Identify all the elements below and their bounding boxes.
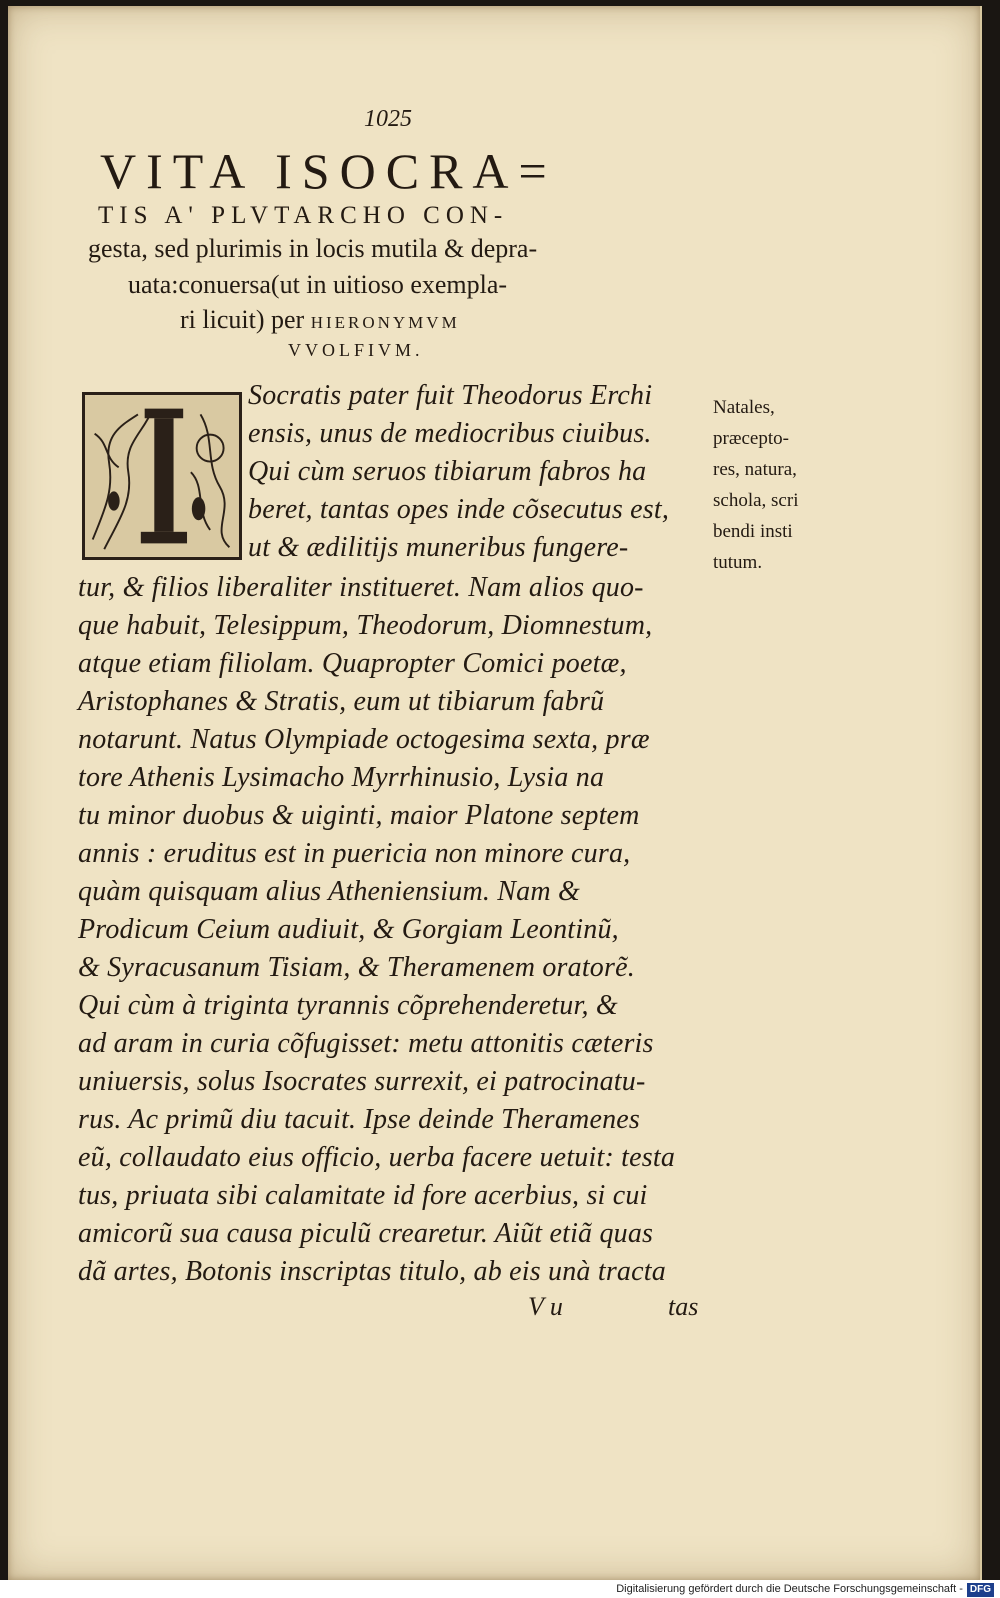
marginal-note-line: præcepto- [713, 428, 789, 449]
title-line-1: VITA ISOCRA= [100, 143, 557, 199]
marginal-note-line: res, natura, [713, 459, 797, 480]
text-line-8: atque etiam filiolam. Quapropter Comici poetæ, [78, 648, 627, 679]
text-line-2: ensis, unus de mediocribus ciuibus. [248, 418, 652, 449]
text-line-11: tore Athenis Lysimacho Myrrhinusio, Lysia na [78, 762, 605, 793]
title-line-5 [180, 305, 460, 335]
title-line-5-name: HIERONYMVM [310, 313, 460, 332]
text-line-12: tu minor duobus & uiginti, maior Platone septem [78, 800, 640, 831]
marginal-note-line: tutum. [713, 552, 763, 573]
text-line-17: Qui cùm à triginta tyrannis cõprehenderetur, & [78, 990, 618, 1021]
text-line-1: Socratis pater fuit Theodorus Erchi [248, 380, 653, 411]
title-line-5-text: ri licuit) per [180, 305, 311, 334]
title-line-2: TIS A' PLVTARCHO CON- [98, 202, 509, 229]
text-line-20: rus. Ac primũ diu tacuit. Ipse deinde Theramenes [78, 1104, 641, 1135]
digitization-footer [0, 1580, 1000, 1598]
text-line-5: ut & ædilitijs muneribus fungere- [248, 532, 629, 563]
text-line-23: amicorũ sua causa piculũ crearetur. Aiũt etiã quas [78, 1218, 654, 1249]
book-page [8, 6, 982, 1580]
catchword: tas [668, 1292, 699, 1321]
title-line-3: gesta, sed plurimis in locis mutila & depra- [88, 234, 538, 263]
text-line-14: quàm quisquam alius Atheniensium. Nam & [78, 876, 580, 907]
text-line-4: beret, tantas opes inde cõsecutus est, [248, 494, 670, 525]
text-line-6: tur, & filios liberaliter institueret. Nam alios quo- [78, 572, 644, 603]
page-number: 1025 [364, 106, 412, 132]
text-line-15: Prodicum Ceium audiuit, & Gorgiam Leontinũ, [78, 914, 619, 945]
dfg-logo[interactable]: DFG [967, 1583, 994, 1597]
text-line-13: annis : eruditus est in puericia non minore cura, [78, 838, 631, 869]
decorated-initial-i [82, 392, 242, 560]
signature-mark: V u [528, 1292, 563, 1321]
text-line-10: notarunt. Natus Olympiade octogesima sexta, præ [78, 724, 650, 755]
text-line-3: Qui cùm seruos tibiarum fabros ha [248, 456, 647, 487]
text-line-22: tus, priuata sibi calamitate id fore acerbius, si cui [78, 1180, 648, 1211]
title-line-6: VVOLFIVM. [288, 340, 424, 360]
marginal-note [713, 392, 823, 578]
text-line-9: Aristophanes & Stratis, eum ut tibiarum fabrũ [78, 686, 605, 717]
title-line-4: uata:conuersa(ut in uitioso exempla- [128, 270, 508, 299]
text-line-24: dã artes, Botonis inscriptas titulo, ab eis unà tracta [78, 1256, 666, 1287]
text-line-19: uniuersis, solus Isocrates surrexit, ei patrocinatu- [78, 1066, 646, 1097]
footer-text: Digitalisierung gefördert durch die Deutsche Forschungsgemeinschaft - [616, 1583, 963, 1595]
text-line-7: que habuit, Telesippum, Theodorum, Diomnestum, [78, 610, 653, 641]
marginal-note-line: bendi insti [713, 521, 793, 542]
marginal-note-line: Natales, [713, 397, 775, 418]
text-line-18: ad aram in curia cõfugisset: metu attonitis cæteris [78, 1028, 654, 1059]
marginal-note-line: schola, scri [713, 490, 799, 511]
text-line-16: & Syracusanum Tisiam, & Theramenem oratorẽ. [78, 952, 635, 983]
text-line-21: eũ, collaudato eius officio, uerba facere uetuit: testa [78, 1142, 676, 1173]
